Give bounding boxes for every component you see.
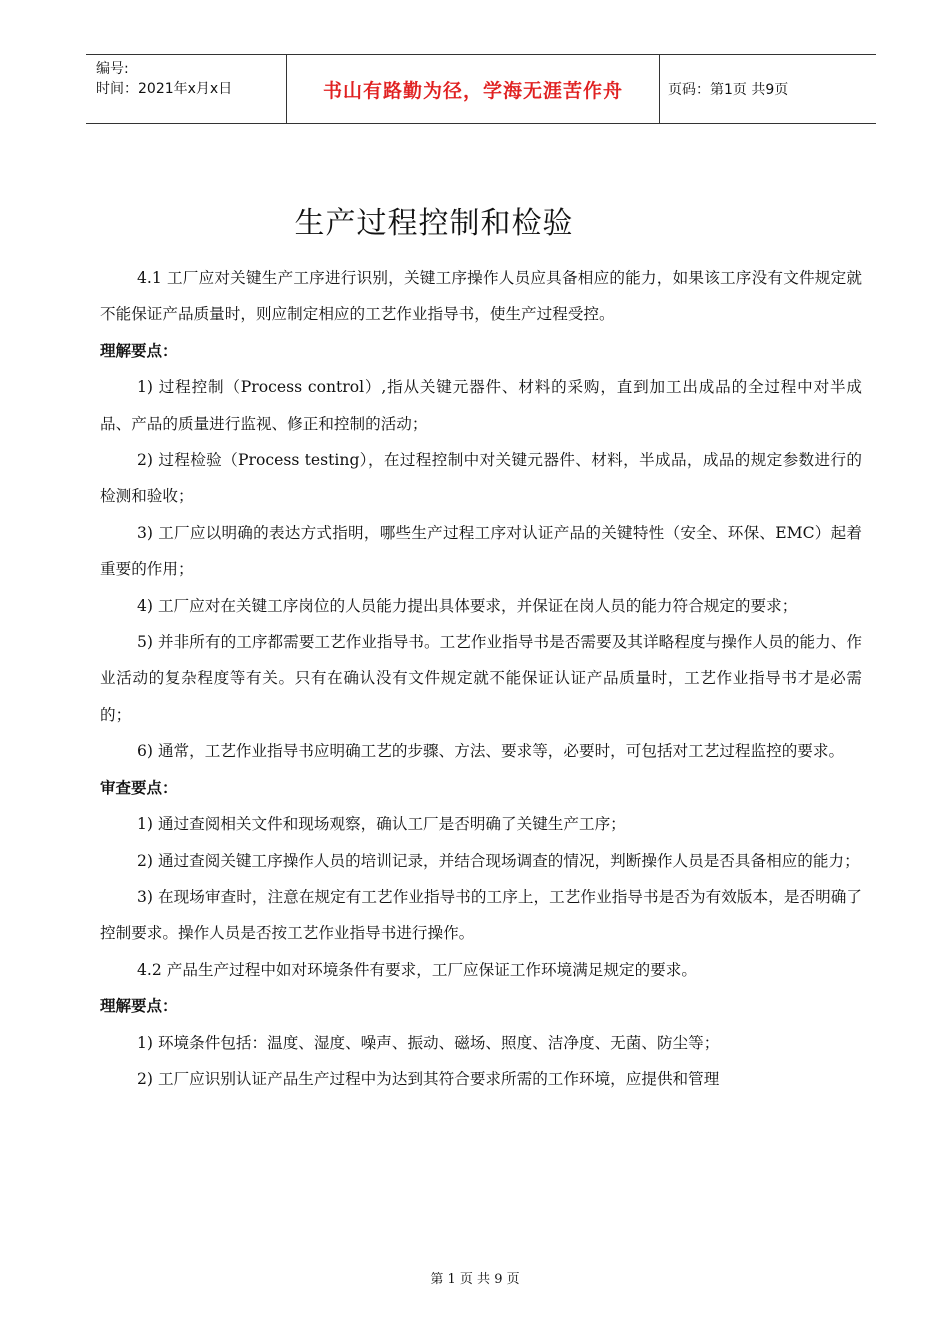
body-paragraph: 2) 过程检验（Process testing），在过程控制中对关键元器件、材料，半成品，成品的规定参数进行的检测和验收； — [100, 451, 862, 506]
header-divider — [659, 55, 660, 123]
body-paragraph: 4.1 工厂应对关键生产工序进行识别，关键工序操作人员应具备相应的能力，如果该工序没有文件规定就不能保证产品质量时，则应制定相应的工艺作业指导书，使生产过程受控。 — [100, 269, 862, 324]
body-paragraph: 1) 过程控制（Process control）,指从关键元器件、材料的采购，直到加工出成品的全过程中对半成品、产品的质量进行监视、修正和控制的活动； — [100, 378, 862, 433]
body-paragraph: 3) 工厂应以明确的表达方式指明，哪些生产过程工序对认证产品的关键特性（安全、环保、EMC）起着重要的作用； — [100, 523, 862, 579]
body-paragraph: 2) 通过查阅关键工序操作人员的培训记录，并结合现场调查的情况，判断操作人员是否具备相应的能力； — [137, 851, 860, 870]
body-paragraph: 5) 并非所有的工序都需要工艺作业指导书。工艺作业指导书是否需要及其详略程度与操作人员的能力、作业活动的复杂程度等有关。只有在确认没有文件规定就不能保证认证产品质量时，工艺作业指导书才是必需的； — [100, 633, 862, 724]
body-paragraph: 3) 在现场审查时，注意在规定有工艺作业指导书的工序上，工艺作业指导书是否为有效版本，是否明确了控制要求。操作人员是否按工艺作业指导书进行操作。 — [100, 887, 862, 943]
document-body — [100, 260, 862, 1097]
document-time-label: 时间：2021年x月x日 — [96, 81, 233, 97]
section-heading: 审查要点： — [100, 778, 178, 797]
page-header — [86, 54, 876, 124]
body-paragraph: 1) 环境条件包括：温度、湿度、噪声、振动、磁场、照度、洁净度、无菌、防尘等； — [137, 1033, 720, 1052]
body-paragraph: 1) 通过查阅相关文件和现场观察，确认工厂是否明确了关键生产工序； — [137, 815, 626, 834]
body-paragraph: 6) 通常，工艺作业指导书应明确工艺的步骤、方法、要求等，必要时，可包括对工艺过程监控的要求。 — [137, 742, 845, 761]
header-motto: 书山有路勤为径，学海无涯苦作舟 — [322, 79, 623, 102]
body-paragraph: 2) 工厂应识别认证产品生产过程中为达到其符合要求所需的工作环境，应提供和管理 — [137, 1069, 720, 1088]
document-number-label: 编号: — [96, 61, 129, 77]
header-page-number: 页码：第1页 共9页 — [668, 82, 789, 98]
section-heading: 理解要点： — [100, 341, 178, 360]
section-heading: 理解要点： — [100, 997, 178, 1016]
body-paragraph: 4.2 产品生产过程中如对环境条件有要求，工厂应保证工作环境满足规定的要求。 — [137, 960, 697, 979]
body-paragraph: 4) 工厂应对在关键工序岗位的人员能力提出具体要求，并保证在岗人员的能力符合规定的要求； — [137, 596, 798, 615]
document-title: 生产过程控制和检验 — [294, 206, 574, 241]
page-footer: 第 1 页 共 9 页 — [430, 1272, 520, 1287]
header-meta — [96, 59, 288, 99]
